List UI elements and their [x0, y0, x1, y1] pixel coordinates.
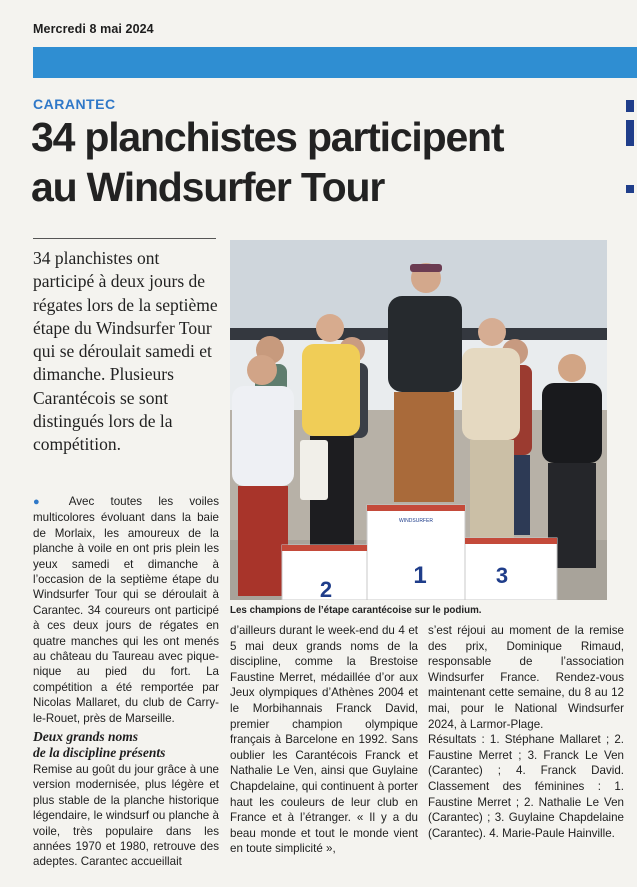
date-line: Mercredi 8 mai 2024	[33, 22, 154, 36]
subheading	[33, 729, 223, 761]
subheading-line-2: de la discipline présents	[33, 745, 166, 760]
headline-line-1: 34 planchistes participent	[31, 114, 504, 160]
podium-number-1: 1	[413, 562, 427, 589]
headline	[31, 112, 631, 212]
edge-strip-top	[626, 100, 634, 112]
header-blue-bar	[33, 47, 637, 78]
body-paragraph-1-text: Avec toutes les voiles multicolores évoluant dans la baie de Morlaix, les amoureux de la planche à voile en ont pris plein les yeux samedi et dimanche à l’occasion de la septième étape du Windsurfer Tour qui se déroulait à Carantec. 34 coureurs ont participé à ces deux jours de régates en quatre manches qui les ont menés au château du Taureau avec pique-nique au pied du fort. La compétition a été remportée par Nicolas Mallaret, du club de Carry-le-Rouet, près de Marseille.	[33, 495, 220, 725]
article-kicker: CARANTEC	[33, 96, 116, 112]
body-column-3-paragraph-1: s’est réjoui au moment de la remise des prix, Dominique Rimaud, responsable de l’association Windsurfer France. Rendez-vous maintenant cette semaine, du 8 au 12 mai, pour le National Windsurfer 2024, à Larmor-Plage.	[428, 624, 624, 731]
photo-caption: Les champions de l’étape carantécoise sur le podium.	[230, 605, 482, 616]
podium-brand: WINDSURFER	[399, 518, 433, 524]
chapo-rule	[33, 238, 216, 239]
body-column-2: d’ailleurs durant le week-end du 4 et 5 mai deux grands noms de la discipline, comme la Brestoise Faustine Merret, médaillée d’or aux Jeux olympiques d’Athènes 2004 et le Morbihannais Franck David, premier champion olympique français à Barcelone en 1992. Sans oublier les Carantécois Franck et Nathalie Le Ven, ainsi que Guylaine Chapdelaine, qui continuent à porter haut les couleurs de leur club en France et à l’étranger. « Il y a du beau monde et tout le monde vient en toute simplicité »,	[230, 624, 418, 856]
subheading-line-1: Deux grands noms	[33, 729, 139, 744]
chapo-text: 34 planchistes ont participé à deux jours de régates lors de la septième étape du Windsurfer Tour qui se déroulait samedi et dimanche. Plusieurs Carantécois se sont distingués lors de la compétition.	[33, 248, 218, 455]
body-column-3	[428, 623, 624, 841]
body-paragraph-2: Remise au goût du jour grâce à une version modernisée, plus légère et plus stable de la planche historique légendaire, le windsurf ou planche à voile, très populaire dans les années 1970 et 1980, retrouve des adeptes. Carantec accueillait	[33, 763, 219, 869]
body-paragraph-1	[33, 494, 219, 726]
podium-number-2: 2	[319, 577, 333, 600]
podium-photo-illustration	[230, 240, 607, 600]
bullet-icon: ●	[33, 496, 69, 508]
podium-number-3: 3	[495, 563, 509, 588]
results-paragraph: Résultats : 1. Stéphane Mallaret ; 2. Faustine Merret ; 3. Franck Le Ven (Carantec) ; 4. Franck David. Classement des féminines : 1. Faustine Merret ; 2. Nathalie Le Ven (Carantec) ; 3. Guylaine Chapdelaine (Carantec). 4. Marie-Paule Hainville.	[428, 733, 624, 840]
headline-line-2: au Windsurfer Tour	[31, 164, 385, 210]
podium-photo	[230, 240, 607, 600]
